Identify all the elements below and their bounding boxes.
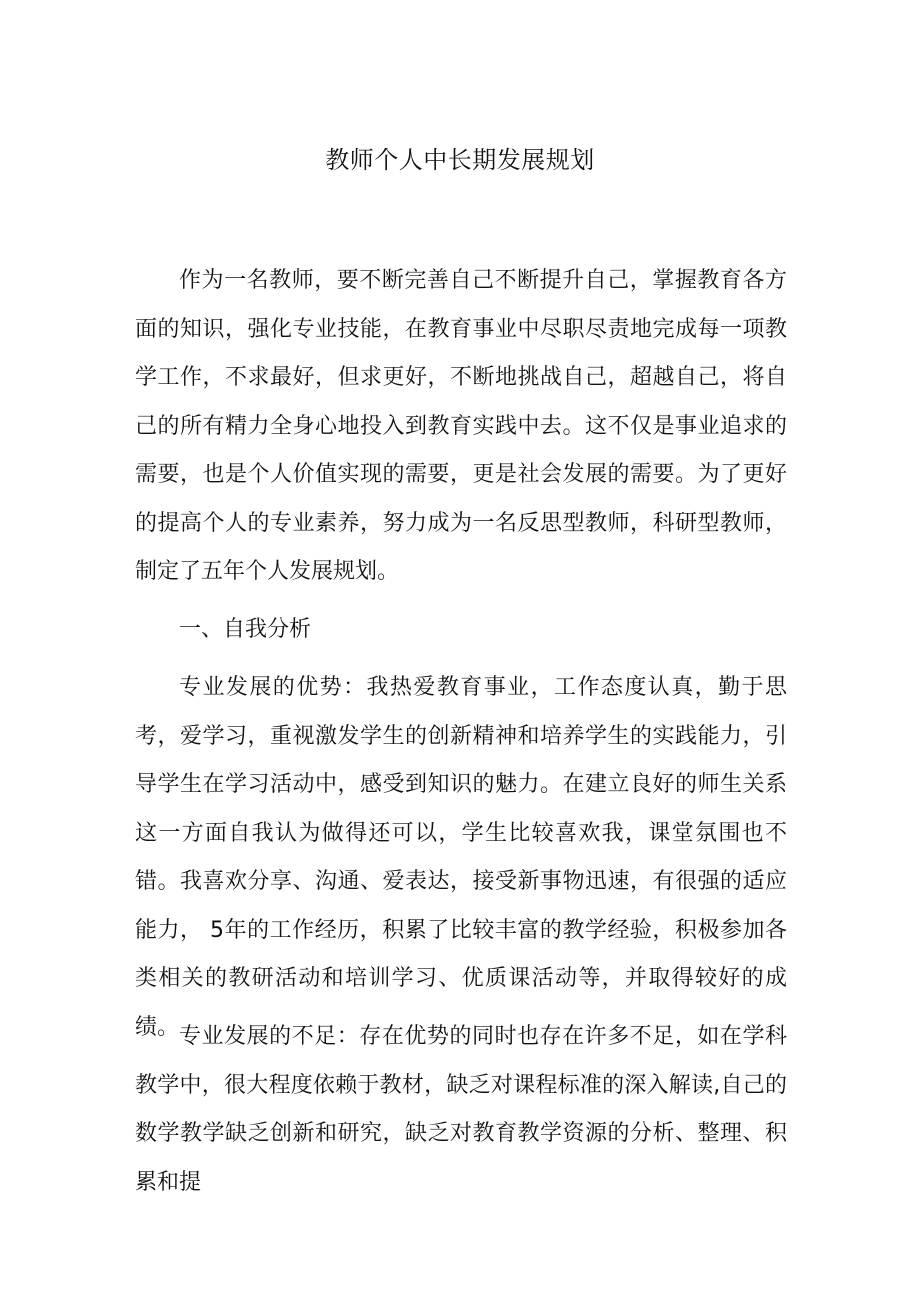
weaknesses-paragraph: 专业发展的不足：存在优势的同时也存在许多不足，如在学科教学中，很大程度依赖于教材，缺乏对课程标准的深入解读,自己的数学教学缺乏创新和研究，缺乏对教育教学资源的分析、整理、积累和提	[135, 1024, 787, 1195]
section-heading-self-analysis: 一、自我分析	[179, 617, 312, 642]
document-title: 教师个人中长期发展规划	[325, 146, 595, 174]
intro-paragraph: 作为一名教师，要不断完善自己不断提升自己，掌握教育各方面的知识，强化专业技能，在教育事业中尽职尽责地完成每一项教学工作，不求最好，但求更好，不断地挑战自己，超越自己，将自己的所有精力全身心地投入到教育实践中去。这不仅是事业追求的需要，也是个人价值实现的需要，更是社会发展的需要。为了更好的提高个人的专业素养，努力成为一名反思型教师，科研型教师，制定了五年个人发展规划。	[135, 268, 787, 584]
strengths-paragraph: 专业发展的优势：我热爱教育事业，工作态度认真，勤于思考，爱学习，重视激发学生的创新精神和培养学生的实践能力，引导学生在学习活动中，感受到知识的魅力。在建立良好的师生关系这一方面自我认为做得还可以，学生比较喜欢我，课堂氛围也不错。我喜欢分享、沟通、爱表达，接受新事物迅速，有很强的适应能力， 5年的工作经历，积累了比较丰富的教学经验，积极参加各类相关的教研活动和培训学习、优质课活动等，并取得较好的成绩。	[135, 675, 787, 1040]
